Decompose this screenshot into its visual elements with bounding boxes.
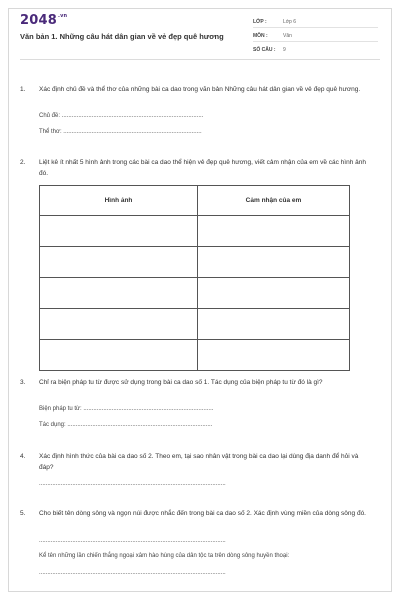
table-cell[interactable]	[40, 278, 198, 309]
table-cell[interactable]	[40, 309, 198, 340]
document-title: Văn bản 1. Những câu hát dân gian về vẻ đẹp quê hương	[20, 32, 224, 41]
answer-line-topic[interactable]: Chủ đề: .....................................................................................	[39, 113, 204, 119]
answer-line[interactable]: ................................................................................................................	[39, 538, 226, 544]
table-cell[interactable]	[40, 247, 198, 278]
table-cell[interactable]	[198, 216, 350, 247]
question-text: Xác định chủ đề và thể thơ của những bài ca dao trong văn bản Những câu hát dân gian về vẻ đẹp quê hương.	[39, 86, 361, 93]
subject-label: MÔN :	[253, 33, 268, 39]
answer-table	[39, 185, 350, 371]
question-number: 4.	[20, 453, 26, 460]
class-label: LỚP :	[253, 19, 267, 25]
question-number: 3.	[20, 379, 26, 386]
table-cell[interactable]	[40, 216, 198, 247]
sub-question-text: Kể tên những lần chiến thắng ngoại xâm hào hùng của dân tộc ta trên dòng sông huyền thoại:	[39, 553, 290, 559]
site-logo[interactable]	[20, 13, 67, 28]
header-divider	[20, 59, 380, 60]
table-row	[40, 216, 350, 247]
question-number: 5.	[20, 510, 26, 517]
meta-underline	[253, 41, 378, 42]
table-cell[interactable]	[198, 309, 350, 340]
column-header-feeling: Cảm nhận của em	[198, 186, 350, 216]
table-cell[interactable]	[198, 247, 350, 278]
table-cell[interactable]	[198, 340, 350, 371]
answer-line-effect[interactable]: Tác dụng: .......................................................................................	[39, 422, 213, 428]
table-header-row	[40, 186, 350, 216]
logo-suffix: .vn	[57, 13, 68, 19]
answer-line-device[interactable]: Biện pháp tu từ: ..............................................................................	[39, 406, 214, 412]
subject-value: Văn	[283, 33, 292, 39]
count-label: SỐ CÂU :	[253, 47, 276, 53]
table-row	[40, 247, 350, 278]
question-number: 1.	[20, 86, 26, 93]
table-row	[40, 340, 350, 371]
answer-line[interactable]: ................................................................................................................	[39, 570, 226, 576]
answer-line[interactable]: ................................................................................................................	[39, 481, 226, 487]
question-text: Chỉ ra biện pháp tu từ được sử dụng trong bài ca dao số 1. Tác dụng của biện pháp tu từ đó là gì?	[39, 379, 323, 386]
count-value: 9	[283, 47, 286, 53]
column-header-image: Hình ảnh	[40, 186, 198, 216]
table-row	[40, 309, 350, 340]
logo-text: 2048	[20, 13, 57, 28]
class-value: Lớp 6	[283, 19, 297, 25]
question-text: Xác định hình thức của bài ca dao số 2. Theo em, tại sao nhân vật trong bài ca dao lại dùng địa danh để hỏi và đáp?	[39, 453, 359, 471]
question-text: Liệt kê ít nhất 5 hình ảnh trong các bài ca dao thể hiện vẻ đẹp quê hương, viết cảm nhận của em về các hình ảnh đó.	[39, 159, 366, 177]
question-text: Cho biết tên dòng sông và ngọn núi được nhắc đến trong bài ca dao số 2. Xác định vùng miền của dòng sông đó.	[39, 510, 366, 517]
meta-underline	[253, 27, 378, 28]
question-number: 2.	[20, 159, 26, 166]
table-cell[interactable]	[198, 278, 350, 309]
answer-line-form[interactable]: Thể thơ: ...................................................................................	[39, 129, 202, 135]
table-row	[40, 278, 350, 309]
table-cell[interactable]	[40, 340, 198, 371]
